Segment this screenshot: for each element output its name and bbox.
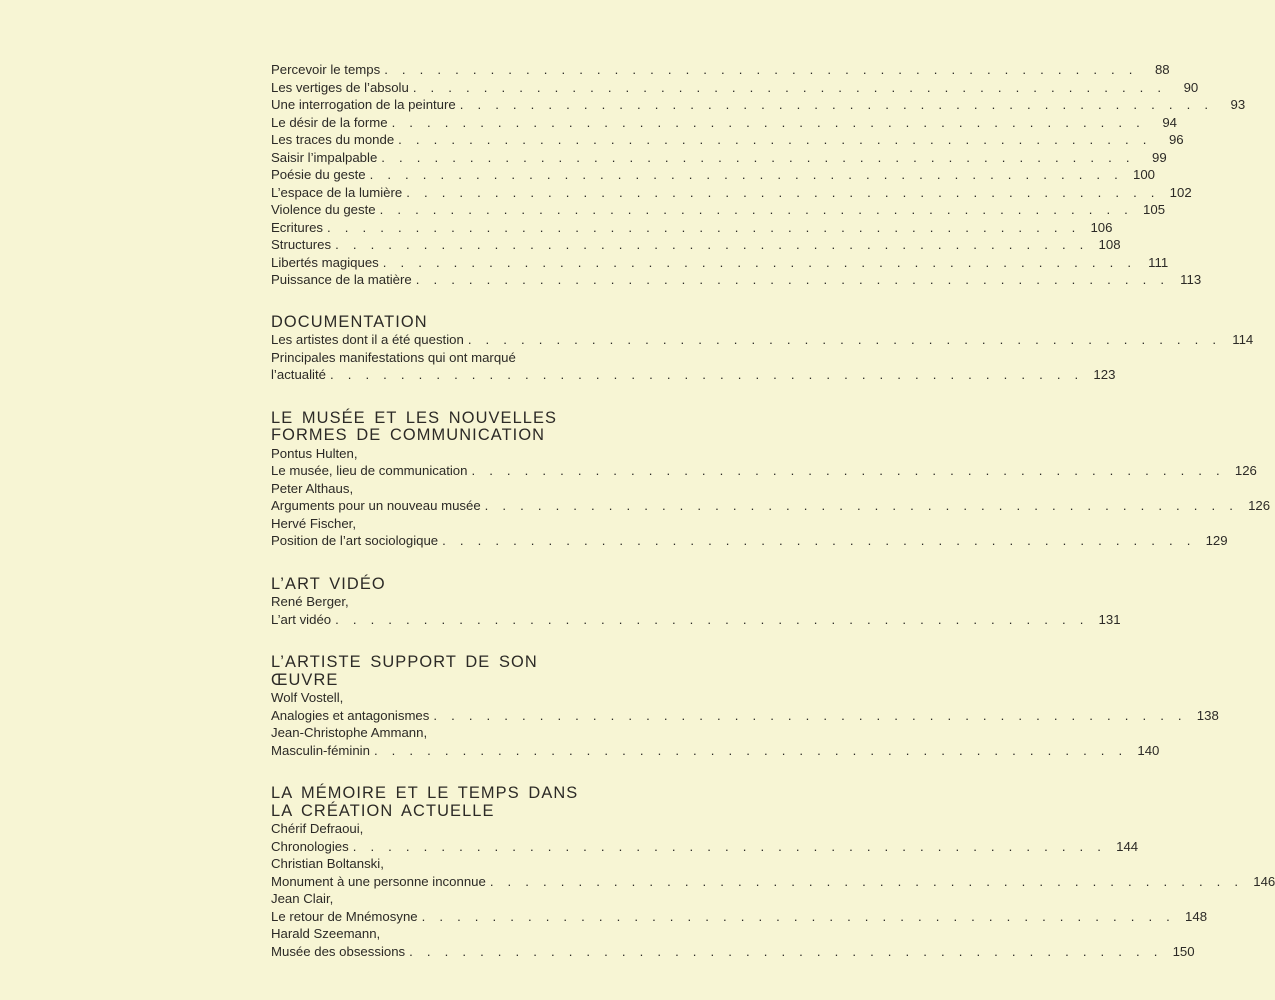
toc-entry: Libertés magiques . . . . . . . . . . . . . . . . . . . . . . . . . . . . . . . . . . . . . . . . . . . 111 [271,254,1169,270]
section-heading: DOCUMENTATION [271,312,428,331]
toc-entry: Les vertiges de l’absolu . . . . . . . . . . . . . . . . . . . . . . . . . . . . . . . . . . . . . . . . . . . 90 [271,79,1199,95]
dot-leader: . . . . . . . . . . . . . . . . . . . . . . . . . . . . . . . . . . . . . . . . . . . [415,272,1170,287]
dot-leader: . . . . . . . . . . . . . . . . . . . . . . . . . . . . . . . . . . . . . . . . . . . [409,943,1163,959]
page-number: 129 [1205,533,1228,548]
page-number: 113 [1180,272,1202,287]
toc-entry: Chronologies . . . . . . . . . . . . . . . . . . . . . . . . . . . . . . . . . . . . . . . . . . . 144 [271,838,1139,854]
page-number: 108 [1098,237,1121,252]
dot-leader: . . . . . . . . . . . . . . . . . . . . . . . . . . . . . . . . . . . . . . . . . . . [369,167,1124,182]
author-name: Harald Szeemann, [271,926,381,941]
toc-entry: Violence du geste . . . . . . . . . . . . . . . . . . . . . . . . . . . . . . . . . . . . . . . . . . . 105 [271,202,1166,217]
page-number: 144 [1116,838,1139,854]
page-number: 106 [1090,219,1113,235]
dot-leader: . . . . . . . . . . . . . . . . . . . . . . . . . . . . . . . . . . . . . . . . . . . [421,908,1176,924]
author-name: Wolf Vostell, [271,690,344,705]
page-number: 140 [1137,742,1160,758]
page-number: 148 [1185,908,1208,924]
section-heading: FORMES DE COMMUNICATION [271,426,546,444]
dot-leader: . . . . . . . . . . . . . . . . . . . . . . . . . . . . . . . . . . . . . . . . . . . [398,132,1152,147]
page-number: 126 [1248,498,1271,513]
page-number: 131 [1098,611,1121,627]
page-number: 99 [1152,149,1167,165]
toc-entry: Puissance de la matière . . . . . . . . . . . . . . . . . . . . . . . . . . . . . . . . . . . . . . . . . . . 113 [271,272,1202,287]
page-number: 150 [1172,943,1195,959]
section-artiste-support [271,653,1219,759]
section-art-video [271,574,1121,629]
dot-leader: . . . . . . . . . . . . . . . . . . . . . . . . . . . . . . . . . . . . . . . . . . . [352,838,1107,854]
dot-leader: . . . . . . . . . . . . . . . . . . . . . . . . . . . . . . . . . . . . . . . . . . . [373,742,1128,758]
dot-leader: . . . . . . . . . . . . . . . . . . . . . . . . . . . . . . . . . . . . . . . . . . . [471,463,1225,478]
page-number: 88 [1154,62,1170,77]
dot-leader: . . . . . . . . . . . . . . . . . . . . . . . . . . . . . . . . . . . . . . . . . . . [391,114,1145,130]
dot-leader: . . . . . . . . . . . . . . . . . . . . . . . . . . . . . . . . . . . . . . . . . . . [379,202,1134,217]
page-number: 123 [1093,367,1116,382]
toc-entry: Le retour de Mnémosyne . . . . . . . . . . . . . . . . . . . . . . . . . . . . . . . . . . . . . . . . . . . 148 [271,908,1208,924]
section-heading: LA CRÉATION ACTUELLE [271,801,495,820]
page-number: 96 [1168,132,1184,147]
author-name: Hervé Fischer, [271,515,357,531]
dot-leader: . . . . . . . . . . . . . . . . . . . . . . . . . . . . . . . . . . . . . . . . . . . [412,79,1167,95]
table-of-contents [271,61,1275,960]
dot-leader: . . . . . . . . . . . . . . . . . . . . . . . . . . . . . . . . . . . . . . . . . . . [406,184,1160,200]
dot-leader: . . . . . . . . . . . . . . . . . . . . . . . . . . . . . . . . . . . . . . . . . . . [329,367,1084,382]
page-number: 90 [1183,79,1199,95]
dot-leader: . . . . . . . . . . . . . . . . . . . . . . . . . . . . . . . . . . . . . . . . . . . [335,611,1089,627]
toc-entry: Ecritures . . . . . . . . . . . . . . . . . . . . . . . . . . . . . . . . . . . . . . . . . . . 106 [271,219,1113,235]
page-number: 114 [1232,332,1254,347]
dot-leader: . . . . . . . . . . . . . . . . . . . . . . . . . . . . . . . . . . . . . . . . . . . [467,332,1222,347]
dot-leader: . . . . . . . . . . . . . . . . . . . . . . . . . . . . . . . . . . . . . . . . . . . [381,149,1135,165]
page-number: 105 [1143,202,1166,217]
toc-top-list [271,61,1246,289]
dot-leader: . . . . . . . . . . . . . . . . . . . . . . . . . . . . . . . . . . . . . . . . . . . [335,237,1089,252]
section-heading: LE MUSÉE ET LES NOUVELLES [271,408,558,427]
section-musee [271,408,1271,550]
toc-entry: Position de l’art sociologique . . . . . . . . . . . . . . . . . . . . . . . . . . . . . . . . . . . . . . . . . . . 129 [271,533,1228,548]
page-number: 138 [1196,707,1219,723]
toc-entry: L’art vidéo . . . . . . . . . . . . . . . . . . . . . . . . . . . . . . . . . . . . . . . . . . . 131 [271,611,1121,627]
toc-entry: Musée des obsessions . . . . . . . . . . . . . . . . . . . . . . . . . . . . . . . . . . . . . . . . . . . 150 [271,943,1195,959]
toc-entry: Les artistes dont il a été question . . . . . . . . . . . . . . . . . . . . . . . . . . . . . . . . . . . . . . . . . . . 114 [271,332,1254,347]
toc-entry: Analogies et antagonismes . . . . . . . . . . . . . . . . . . . . . . . . . . . . . . . . . . . . . . . . . . . 138 [271,707,1219,723]
section-heading: LA MÉMOIRE ET LE TEMPS DANS [271,784,579,802]
toc-entry: Percevoir le temps . . . . . . . . . . . . . . . . . . . . . . . . . . . . . . . . . . . . . . . . . . . 88 [271,62,1170,77]
toc-entry-line: Principales manifestations qui ont marqué [271,349,516,365]
section-heading: ŒUVRE [271,670,339,689]
dot-leader: . . . . . . . . . . . . . . . . . . . . . . . . . . . . . . . . . . . . . . . . . . . [327,219,1081,235]
page-number: 111 [1148,254,1169,270]
author-name: Chérif Defraoui, [271,821,364,836]
section-heading: L’ART VIDÉO [271,574,386,593]
toc-entry: Masculin-féminin . . . . . . . . . . . . . . . . . . . . . . . . . . . . . . . . . . . . . . . . . . . 140 [271,742,1160,758]
dot-leader: . . . . . . . . . . . . . . . . . . . . . . . . . . . . . . . . . . . . . . . . . . . [459,97,1214,112]
dot-leader: . . . . . . . . . . . . . . . . . . . . . . . . . . . . . . . . . . . . . . . . . . . [489,873,1244,889]
page-number: 126 [1234,463,1257,478]
toc-entry: Le désir de la forme . . . . . . . . . . . . . . . . . . . . . . . . . . . . . . . . . . . . . . . . . . . 94 [271,114,1177,130]
section-heading: L’ARTISTE SUPPORT DE SON [271,653,538,671]
author-name: René Berger, [271,594,349,609]
page-number: 94 [1162,114,1177,130]
page-number: 102 [1169,184,1192,200]
dot-leader: . . . . . . . . . . . . . . . . . . . . . . . . . . . . . . . . . . . . . . . . . . . [433,707,1187,723]
toc-entry: L’espace de la lumière . . . . . . . . . . . . . . . . . . . . . . . . . . . . . . . . . . . . . . . . . . . 102 [271,184,1192,200]
section-memoire [271,784,1275,960]
toc-entry: Monument à une personne inconnue . . . . . . . . . . . . . . . . . . . . . . . . . . . . . . . . . . . . . . . . . . . 146 [271,873,1275,889]
dot-leader: . . . . . . . . . . . . . . . . . . . . . . . . . . . . . . . . . . . . . . . . . . . [384,62,1138,77]
page-number: 146 [1253,873,1275,889]
author-name: Pontus Hulten, [271,445,358,461]
toc-entry: Arguments pour un nouveau musée . . . . . . . . . . . . . . . . . . . . . . . . . . . . . . . . . . . . . . . . . . . 126 [271,498,1271,513]
toc-entry: Une interrogation de la peinture . . . . . . . . . . . . . . . . . . . . . . . . . . . . . . . . . . . . . . . . . . . 93 [271,97,1246,112]
page-number: 93 [1230,97,1246,112]
toc-entry: Saisir l’impalpable . . . . . . . . . . . . . . . . . . . . . . . . . . . . . . . . . . . . . . . . . . . 99 [271,149,1167,165]
toc-entry: Structures . . . . . . . . . . . . . . . . . . . . . . . . . . . . . . . . . . . . . . . . . . . 108 [271,237,1121,252]
toc-entry: Le musée, lieu de communication . . . . . . . . . . . . . . . . . . . . . . . . . . . . . . . . . . . . . . . . . . . 126 [271,463,1257,478]
toc-entry: Les traces du monde . . . . . . . . . . . . . . . . . . . . . . . . . . . . . . . . . . . . . . . . . . . 96 [271,132,1184,147]
author-name: Jean Clair, [271,891,334,906]
dot-leader: . . . . . . . . . . . . . . . . . . . . . . . . . . . . . . . . . . . . . . . . . . . [382,254,1137,270]
toc-entry: Poésie du geste . . . . . . . . . . . . . . . . . . . . . . . . . . . . . . . . . . . . . . . . . . . 100 [271,167,1156,182]
section-documentation [271,312,1254,384]
author-name: Jean-Christophe Ammann, [271,725,428,740]
dot-leader: . . . . . . . . . . . . . . . . . . . . . . . . . . . . . . . . . . . . . . . . . . . [442,533,1196,548]
author-name: Christian Boltanski, [271,856,384,871]
author-name: Peter Althaus, [271,480,354,496]
page-number: 100 [1133,167,1156,182]
toc-entry: l’actualité . . . . . . . . . . . . . . . . . . . . . . . . . . . . . . . . . . . . . . . . . . . 123 [271,367,1116,382]
dot-leader: . . . . . . . . . . . . . . . . . . . . . . . . . . . . . . . . . . . . . . . . . . . [484,498,1239,513]
